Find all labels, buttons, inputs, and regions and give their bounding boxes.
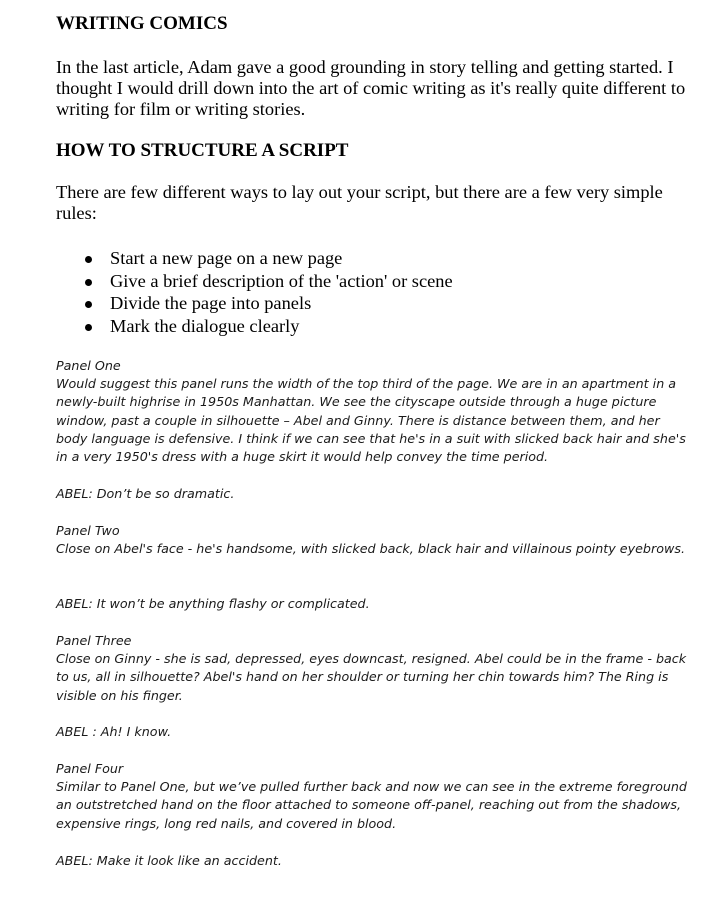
- page-title: WRITING COMICS: [56, 13, 228, 34]
- bullet-icon: [85, 301, 92, 308]
- panel-three-label: Panel Three: [56, 633, 132, 648]
- bullet-icon: [85, 279, 92, 286]
- panel-one-label: Panel One: [56, 358, 121, 373]
- panel-four-label: Panel Four: [56, 761, 124, 776]
- list-item: [56, 247, 453, 270]
- panel-one-description: Would suggest this panel runs the width of the top third of the page. We are in an apartment in a newly-built highrise in 1950s Manhattan. We see the cityscape outside through a huge picture window, past a couple in silhouette – Abel and Ginny. There is distance between them, and her body language is defensive. I think if we can see that he's in a suit with slicked back hair and she's in a very 1950's dress with a huge skirt it would help convey the time period.: [56, 376, 686, 465]
- dialogue-line-3: ABEL : Ah! I know.: [56, 724, 172, 739]
- panel-four-description: Similar to Panel One, but we’ve pulled further back and now we can see in the extreme foreground an outstretched hand on the floor attached to someone off-panel, reaching out from the shadows, expensive rings, long red nails, and covered in blood.: [56, 779, 687, 831]
- dialogue-line-1: ABEL: Don’t be so dramatic.: [56, 486, 235, 501]
- list-item-text: Divide the page into panels: [110, 293, 312, 313]
- dialogue-line-4: ABEL: Make it look like an accident.: [56, 853, 282, 868]
- list-item: [56, 315, 453, 338]
- section-intro-paragraph: There are few different ways to lay out your script, but there are a few very simple rules:: [56, 182, 663, 223]
- panel-two-label: Panel Two: [56, 523, 120, 538]
- list-item-text: Start a new page on a new page: [110, 248, 343, 268]
- rules-list: [56, 247, 453, 337]
- list-item: [56, 270, 453, 293]
- intro-paragraph: In the last article, Adam gave a good grounding in story telling and getting started. I thought I would drill down into the art of comic writing as it's really quite different to writing for film or writing stories.: [56, 57, 686, 119]
- dialogue-line-2: ABEL: It won’t be anything flashy or complicated.: [56, 596, 370, 611]
- panel-two-description: Close on Abel's face - he's handsome, with slicked back, black hair and villainous pointy eyebrows.: [56, 541, 685, 556]
- list-item-text: Give a brief description of the 'action' or scene: [110, 270, 453, 291]
- bullet-icon: [85, 324, 92, 331]
- panel-three-description: Close on Ginny - she is sad, depressed, eyes downcast, resigned. Abel could be in the frame - back to us, all in silhouette? Abel's hand on her shoulder or turning her chin towards him? The Ring is visible on his finger.: [56, 651, 687, 703]
- list-item: [56, 292, 453, 315]
- list-item-text: Mark the dialogue clearly: [110, 315, 300, 336]
- section-heading: HOW TO STRUCTURE A SCRIPT: [56, 140, 349, 161]
- bullet-icon: [85, 256, 92, 263]
